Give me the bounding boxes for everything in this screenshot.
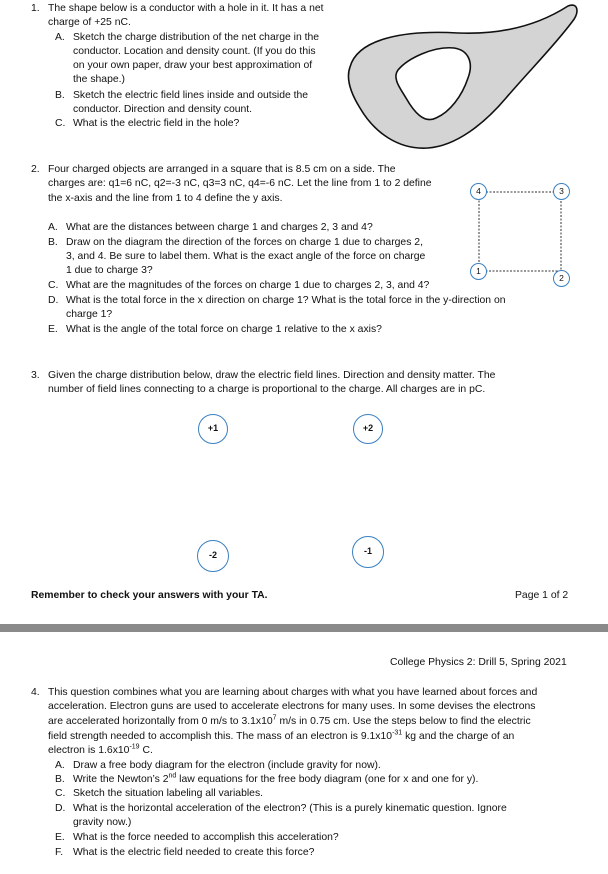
q1-c-letter: C. xyxy=(55,118,66,129)
q3-number: 3. xyxy=(31,370,40,381)
q1-c-line: What is the electric field in the hole? xyxy=(73,118,240,129)
q4-f-letter: F. xyxy=(55,847,64,858)
square-charge-1: 1 xyxy=(470,263,487,280)
q2-number: 2. xyxy=(31,164,40,175)
ta-reminder: Remember to check your answers with your TA. xyxy=(31,590,268,601)
charge-plus-1: +1 xyxy=(198,414,228,444)
q2-b-line: 1 due to charge 3? xyxy=(66,265,153,276)
q4-number: 4. xyxy=(31,687,40,698)
q1-b-letter: B. xyxy=(55,90,65,101)
q4-b-line: Write the Newton’s 2nd law equations for the free body diagram (one for x and one for y). xyxy=(73,772,479,785)
q4-a-line: Draw a free body diagram for the electron (include gravity for now). xyxy=(73,760,381,771)
q1-text-line: The shape below is a conductor with a hole in it. It has a net xyxy=(48,3,324,14)
q1-number: 1. xyxy=(31,3,40,14)
q4-d-letter: D. xyxy=(55,803,66,814)
q2-d-line: charge 1? xyxy=(66,309,113,320)
q2-text-line: Four charged objects are arranged in a square that is 8.5 cm on a side. The xyxy=(48,164,396,175)
q2-e-line: What is the angle of the total force on charge 1 relative to the x axis? xyxy=(66,324,382,335)
q1-text-line: charge of +25 nC. xyxy=(48,17,131,28)
q4-c-line: Sketch the situation labeling all variables. xyxy=(73,788,264,799)
q1-a-line: Sketch the charge distribution of the net charge in the xyxy=(73,32,320,43)
square-charge-4: 4 xyxy=(470,183,487,200)
q4-f-line: What is the electric field needed to create this force? xyxy=(73,847,315,858)
q4-text-line: electron is $1.6x10^{-19}$ C. xyxy=(48,743,153,756)
q4-e-letter: E. xyxy=(55,832,65,843)
q4-text-line: This question combines what you are learning about charges with what you have learned about forces and xyxy=(48,687,538,698)
q1-b-line: Sketch the electric field lines inside and outside the xyxy=(73,90,309,101)
charge-plus-2: +2 xyxy=(353,414,383,444)
charge-minus-1: -1 xyxy=(352,536,384,568)
q3-text-line: number of field lines connecting to a charge is proportional to the charge. All charges are in pC. xyxy=(48,384,486,395)
conductor-shape xyxy=(346,0,578,150)
q4-a-letter: A. xyxy=(55,760,65,771)
q2-c-line: What are the magnitudes of the forces on charge 1 due to charges 2, 3, and 4? xyxy=(66,280,430,291)
q4-d-line: gravity now.) xyxy=(73,817,132,828)
square-outline xyxy=(479,192,561,271)
q1-a-line: the shape.) xyxy=(73,74,125,85)
q1-a-line: conductor. Location and density count. (If you do this xyxy=(73,46,316,57)
q2-c-letter: C. xyxy=(48,280,59,291)
page-2 xyxy=(0,632,608,874)
page-number: Page 1 of 2 xyxy=(515,590,569,601)
q2-e-letter: E. xyxy=(48,324,58,335)
q2-d-letter: D. xyxy=(48,295,59,306)
q4-c-letter: C. xyxy=(55,788,66,799)
q4-b-letter: B. xyxy=(55,774,65,785)
q3-text-line: Given the charge distribution below, draw the electric field lines. Direction and density matter. The xyxy=(48,370,496,381)
q2-a-letter: A. xyxy=(48,222,58,233)
q2-b-letter: B. xyxy=(48,237,58,248)
q4-text-line: field strength needed to accomplish this. The mass of an electron is $9.1x10^{-31}$ kg and the charge of an xyxy=(48,729,515,742)
q2-b-line: Draw on the diagram the direction of the forces on charge 1 due to charges 2, xyxy=(66,237,423,248)
page-separator xyxy=(0,624,608,632)
q2-a-line: What are the distances between charge 1 and charges 2, 3 and 4? xyxy=(66,222,373,233)
square-charge-2: 2 xyxy=(553,270,570,287)
q2-b-line: 3, and 4. Be sure to label them. What is the exact angle of the force on charge xyxy=(66,251,426,262)
q2-text-line: charges are: q1=6 nC, q2=-3 nC, q3=3 nC, q4=-6 nC. Let the line from 1 to 2 define xyxy=(48,178,432,189)
q1-b-line: conductor. Direction and density count. xyxy=(73,104,253,115)
q2-d-line: What is the total force in the x direction on charge 1? What is the total force in the y-direction on xyxy=(66,295,506,306)
q1-a-letter: A. xyxy=(55,32,65,43)
charge-minus-2: -2 xyxy=(197,540,229,572)
q4-text-line: are accelerated horizontally from 0 m/s to $3.1x10^7$ m/s in 0.75 cm. Use the steps below to find the electric xyxy=(48,714,531,727)
square-charge-3: 3 xyxy=(553,183,570,200)
q4-d-line: What is the horizontal acceleration of the electron? (This is a purely kinematic question. Ignore xyxy=(73,803,507,814)
q4-text-line: acceleration. Electron guns are used to accelerate electrons for many uses. In some devises the electrons xyxy=(48,701,536,712)
q4-e-line: What is the force needed to accomplish this acceleration? xyxy=(73,832,339,843)
page-header: College Physics 2: Drill 5, Spring 2021 xyxy=(390,657,567,668)
q1-a-line: on your own paper, draw your best approximation of xyxy=(73,60,313,71)
q2-text-line: the x-axis and the line from 1 to 4 define the y axis. xyxy=(48,193,283,204)
